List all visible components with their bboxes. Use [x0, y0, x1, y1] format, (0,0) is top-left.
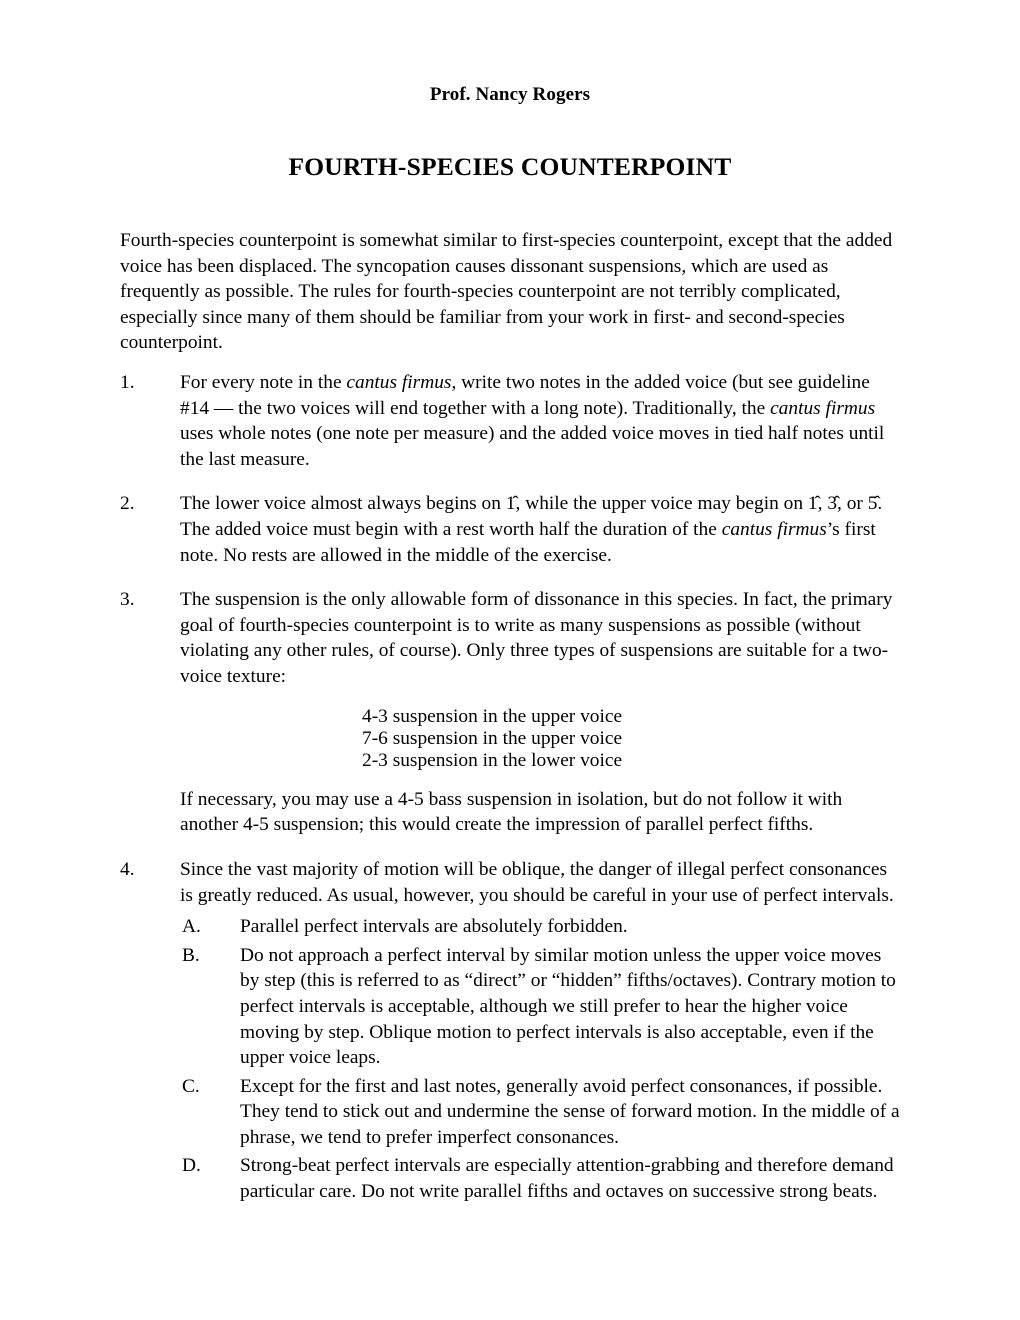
suspension-type-item: 2-3 suspension in the lower voice — [362, 750, 623, 772]
rule-2-text-e: . The added voice must begin with a rest worth half the duration of the — [180, 493, 883, 540]
subrule-text: Strong-beat perfect intervals are especially attention-grabbing and therefore demand particular care. Do not write parallel fifths and octaves on successive strong beats. — [240, 1155, 894, 1203]
rule-marker: 2. — [120, 493, 135, 515]
intro-paragraph: Fourth-species counterpoint is somewhat similar to first-species counterpoint, except that the added voice has been displaced. The syncopation causes dissonant suspensions, which are used as frequently as possible. The rules for fourth-species counterpoint are not terribly complicated, especially since many of them should be familiar from your work in first- and second-species counterpoint. — [120, 230, 893, 354]
rule-1-text-c: , write two notes in the added voice (but see guideline #14 — the two voices will end together with a long note). Traditionally, the — [180, 372, 870, 419]
subrule-marker: C. — [182, 1075, 200, 1097]
subrule-marker: D. — [182, 1155, 201, 1177]
subrule-marker: A. — [182, 916, 201, 938]
scale-degree-5: 5̂ — [867, 493, 878, 515]
rule-2-text-g: ’s first note. No rests are allowed in the middle of the exercise. — [180, 518, 876, 566]
suspension-types-list — [180, 706, 900, 773]
rule-2-text-a: The lower voice almost always begins on — [180, 493, 506, 515]
rule-text: Since the vast majority of motion will be oblique, the danger of illegal perfect consonances is greatly reduced. As usual, however, you should be careful in your use of perfect intervals. — [180, 858, 894, 906]
rule-1-text-a: For every note in the — [180, 372, 347, 393]
rule-item-4 — [0, 857, 1020, 1205]
rule-item-3 — [0, 587, 1020, 838]
subrule-text: Parallel perfect intervals are absolutely forbidden. — [240, 916, 628, 938]
rule-2-text-b: , while the upper voice may begin on — [515, 493, 808, 515]
rule-text: The suspension is the only allowable form of dissonance in this species. In fact, the primary goal of fourth-species counterpoint is to write as many suspensions as possible (without violating any other rules, of course). Only three types of suspensions are suitable for a two-voice texture: — [180, 589, 893, 687]
scale-degree-1: 1̂ — [505, 493, 516, 515]
rule-marker: 4. — [120, 858, 135, 880]
rule-2-text-c: , — [817, 493, 828, 515]
subrule-text: Except for the first and last notes, generally avoid perfect consonances, if possible. They tend to stick out and undermine the sense of forward motion. In the middle of a phrase, we tend to prefer imperfect consonances. — [240, 1075, 900, 1148]
rule-text — [180, 370, 900, 472]
subrule-text: Do not approach a perfect interval by similar motion unless the upper voice moves by step (this is referred to as “direct” or “hidden” fifths/octaves). Contrary motion to perfect intervals is acceptable, although we still prefer to hear the higher voice moving by step. Oblique motion to perfect intervals is also acceptable, even if the upper voice leaps. — [240, 944, 896, 1069]
rule-item-1 — [0, 370, 1020, 472]
scale-degree-1b: 1̂ — [807, 493, 818, 515]
rule-3-continuation: If necessary, you may use a 4-5 bass suspension in isolation, but do not follow it with another 4-5 suspension; this would create the impression of parallel perfect fifths. — [180, 788, 843, 836]
rule-1-italic-cantus-firmus-1: cantus firmus — [346, 372, 452, 393]
subrule-item-a — [180, 914, 900, 940]
suspension-type-item: 4-3 suspension in the upper voice — [362, 705, 623, 727]
subrule-item-d — [180, 1153, 900, 1204]
subrule-marker: B. — [182, 944, 200, 966]
rule-1-italic-cantus-firmus-2: cantus firmus — [770, 397, 876, 419]
rules-list — [0, 370, 1020, 1224]
rule-2-text-d: , or — [837, 493, 868, 515]
rule-text — [180, 491, 900, 568]
suspension-type-item: 7-6 suspension in the upper voice — [362, 727, 623, 749]
scale-degree-3: 3̂ — [827, 493, 838, 515]
subrule-item-b — [180, 943, 900, 1071]
rule-2-italic-cantus-firmus: cantus firmus — [721, 518, 827, 540]
rule-marker: 1. — [120, 372, 135, 393]
document-author: Prof. Nancy Rogers — [429, 84, 591, 105]
rule-1-text-e: uses whole notes (one note per measure) and the added voice moves in tied half notes until the last measure. — [180, 423, 885, 470]
rule-marker: 3. — [120, 589, 135, 611]
subrule-item-c — [180, 1074, 900, 1151]
rule-item-2 — [0, 491, 1020, 568]
document-title: FOURTH-SPECIES COUNTERPOINT — [288, 152, 732, 181]
rule-4-sublist — [180, 914, 900, 1205]
